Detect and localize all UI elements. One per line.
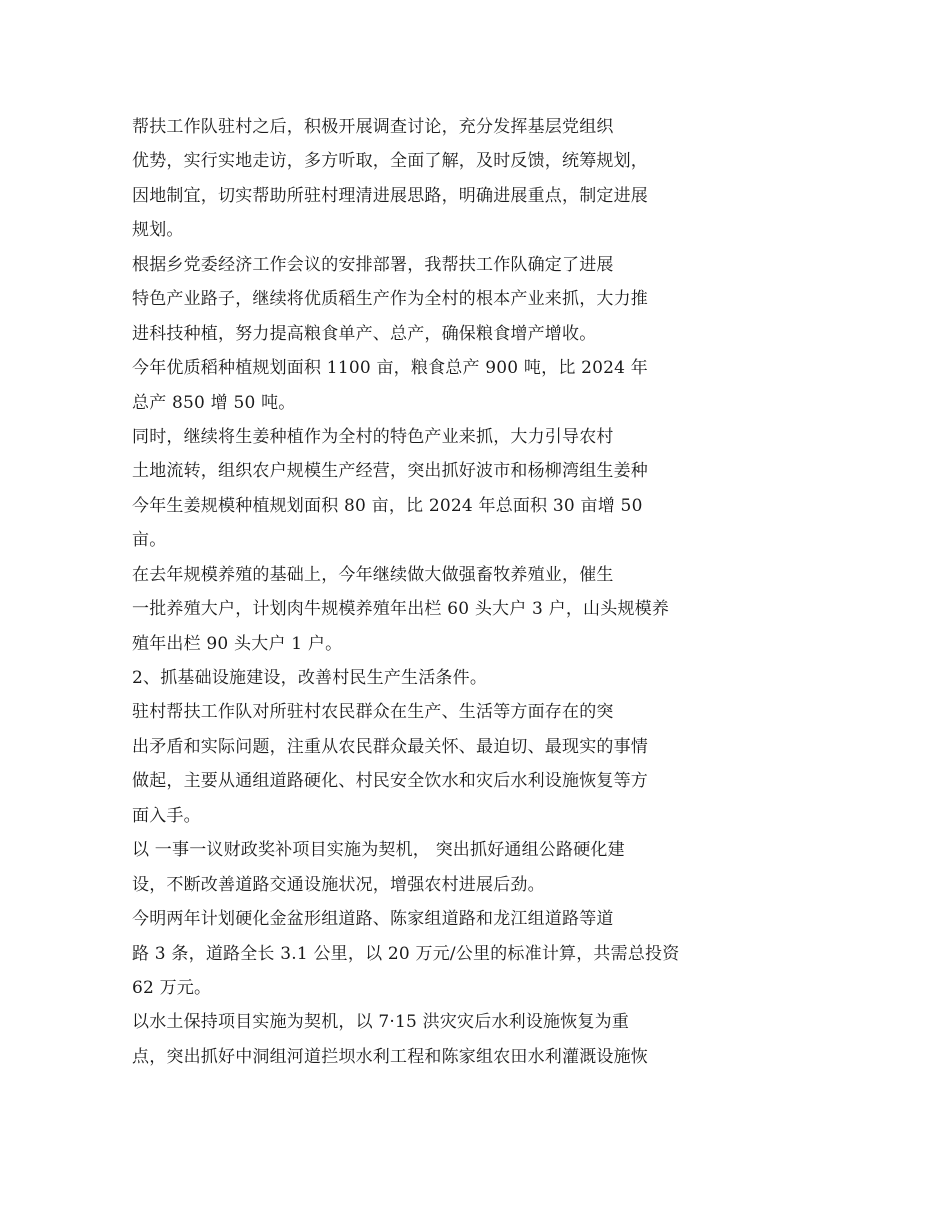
text-line: 今明两年计划硬化金盆形组道路、陈家组道路和龙江组道路等道 bbox=[132, 909, 614, 930]
text-line: 在去年规模养殖的基础上，今年继续做大做强畜牧养殖业，催生 bbox=[132, 564, 614, 585]
text-line: 62 万元。 bbox=[132, 977, 212, 998]
text-line: 特色产业路子，继续将优质稻生产作为全村的根本产业来抓，大力推 bbox=[132, 289, 648, 310]
text-line: 根据乡党委经济工作会议的安排部署，我帮扶工作队确定了进展 bbox=[132, 254, 614, 275]
text-line: 路 3 条，道路全长 3.1 公里，以 20 万元/公里的标准计算，共需总投资 bbox=[132, 943, 680, 964]
text-line: 亩。 bbox=[132, 530, 167, 551]
text-line: 帮扶工作队驻村之后，积极开展调查讨论，充分发挥基层党组织 bbox=[132, 117, 614, 137]
text-line: 做起，主要从通组道路硬化、村民安全饮水和灾后水利设施恢复等方 bbox=[132, 771, 648, 792]
text-line: 以 一事一议财政奖补项目实施为契机， 突出抓好通组公路硬化建 bbox=[132, 840, 625, 861]
text-line: 以水土保持项目实施为契机，以 7·15 洪灾灾后水利设施恢复为重 bbox=[132, 1012, 630, 1033]
text-line: 因地制宜，切实帮助所驻村理清进展思路，明确进展重点，制定进展 bbox=[132, 185, 648, 206]
text-line: 殖年出栏 90 头大户 1 户。 bbox=[132, 633, 343, 654]
text-line: 土地流转，组织农户规模生产经营，突出抓好波市和杨柳湾组生姜种 bbox=[132, 461, 648, 482]
text-line: 规划。 bbox=[132, 220, 184, 241]
text-line: 2、抓基础设施建设，改善村民生产生活条件。 bbox=[132, 668, 488, 688]
text-line: 点，突出抓好中洞组河道拦坝水利工程和陈家组农田水利灌溉设施恢 bbox=[132, 1046, 648, 1067]
text-line: 面入手。 bbox=[132, 805, 201, 826]
text-line: 设，不断改善道路交通设施状况，增强农村进展后劲。 bbox=[132, 874, 545, 895]
body-text bbox=[132, 110, 732, 1074]
text-line: 总产 850 增 50 吨。 bbox=[132, 392, 296, 413]
text-line: 一批养殖大户，计划肉牛规模养殖年出栏 60 头大户 3 户，山头规模养 bbox=[132, 599, 670, 620]
text-line: 进科技种植，努力提高粮食单产、总产，确保粮食增产增收。 bbox=[132, 323, 597, 344]
text-line: 优势，实行实地走访，多方听取，全面了解，及时反馈，统筹规划， bbox=[132, 151, 648, 172]
text-line: 今年优质稻种植规划面积 1100 亩，粮食总产 900 吨，比 2024 年 bbox=[132, 358, 648, 379]
text-line: 同时，继续将生姜种植作为全村的特色产业来抓，大力引导农村 bbox=[132, 426, 614, 447]
text-line: 驻村帮扶工作队对所驻村农民群众在生产、生活等方面存在的突 bbox=[132, 702, 614, 723]
text-line: 出矛盾和实际问题，注重从农民群众最关怀、最迫切、最现实的事情 bbox=[132, 736, 648, 757]
text-line: 今年生姜规模种植规划面积 80 亩，比 2024 年总面积 30 亩增 50 bbox=[132, 495, 643, 516]
